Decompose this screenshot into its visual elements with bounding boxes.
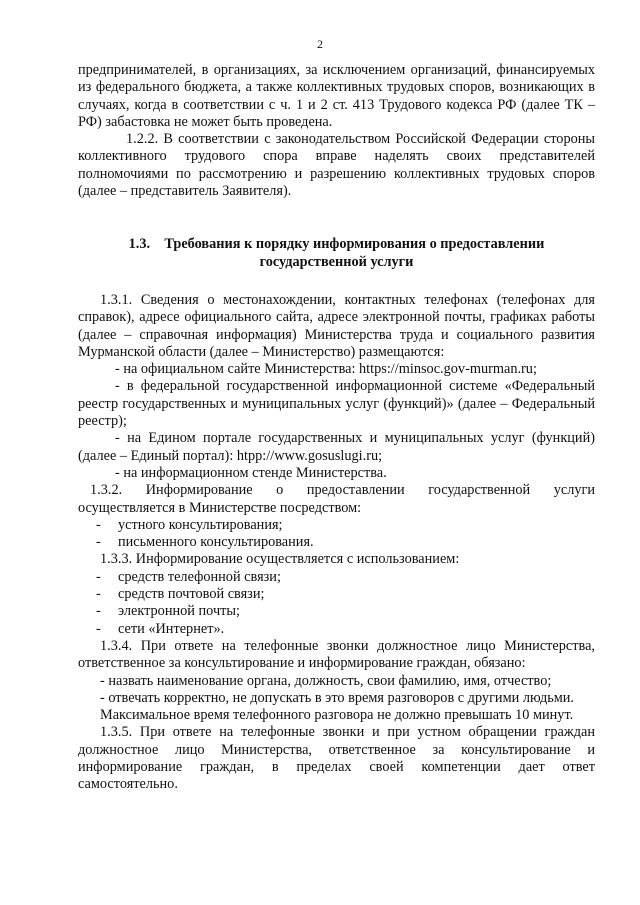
section-body	[78, 292, 595, 794]
list-dash: -	[96, 534, 101, 551]
list-item-phone: - средств телефонной связи;	[96, 568, 281, 585]
list-item-internet: - сети «Интернет».	[96, 620, 225, 637]
section-number: 1.3.	[128, 236, 151, 252]
list-dash: -	[96, 568, 101, 585]
paragraph-1-3-2: 1.3.2. Информирование о предоставлении государственной услуги осуществляется в Министерстве посредством:	[78, 482, 595, 516]
list-item-name-organ: - назвать наименование органа, должность, свои фамилию, имя, отчество;	[100, 672, 552, 689]
list-dash: -	[96, 516, 101, 533]
section-title: Требования к порядку информирования о предоставлении государственной услуги	[164, 236, 545, 270]
paragraph-max-time: Максимальное время телефонного разговора не должно превышать 10 минут.	[100, 707, 574, 724]
list-item-official-site: - на официальном сайте Министерства: https://minsoc.gov-murman.ru;	[115, 361, 537, 378]
intro-paragraph-2: 1.2.2. В соответствии с законодательством Российской Федерации стороны коллективного трудового спора вправе наделять своих представителей полномочиями по рассмотрению и разрешению коллективных трудовых споров (далее – представитель Заявителя).	[78, 131, 595, 200]
paragraph-1-3-3: 1.3.3. Информирование осуществляется с использованием:	[100, 551, 460, 568]
intro-paragraph-1: предпринимателей, в организациях, за исключением организаций, финансируемых из федерального бюджета, а также коллективных трудовых споров, возникающих в случаях, когда в соответствии с ч. 1 и 2 ст. 413 Трудового кодекса РФ (далее ТК – РФ) забастовка не может быть проведена.	[78, 62, 595, 130]
list-item-written: - письменного консультирования.	[96, 534, 314, 551]
section-heading	[78, 236, 595, 271]
intro-block	[78, 62, 595, 200]
list-item-answer-correctly: - отвечать корректно, не допускать в это время разговоров с другими людьми.	[100, 689, 575, 706]
list-item-info-stand: - на информационном стенде Министерства.	[115, 464, 387, 481]
list-item-federal-registry: - в федеральной государственной информационной системе «Федеральный реестр государственных и муниципальных услуг (функций)» (далее – Федеральный реестр);	[78, 378, 595, 430]
paragraph-1-3-4: 1.3.4. При ответе на телефонные звонки должностное лицо Министерства, ответственное за консультирование и информирование граждан, обязано:	[78, 637, 595, 672]
list-item-unified-portal: - на Едином портале государственных и муниципальных услуг (функций) (далее – Единый портал): htpp://www.gosuslugi.ru;	[78, 430, 595, 464]
paragraph-1-3-1: 1.3.1. Сведения о местонахождении, контактных телефонах (телефонах для справок), адресе официального сайта, адресе электронной почты, графиках работы (далее – справочная информация) Министерства труда и социального развития Мурманской области (далее – Министерство) размещаются:	[78, 292, 595, 360]
page-number: 2	[317, 37, 323, 51]
list-dash: -	[96, 603, 101, 620]
list-item-post: - средств почтовой связи;	[96, 586, 265, 603]
list-dash: -	[96, 620, 101, 637]
list-item-email: - электронной почты;	[96, 603, 240, 620]
paragraph-1-3-5: 1.3.5. При ответе на телефонные звонки и при устном обращении граждан должностное лицо Министерства, ответственное за консультирование и информирование граждан, в пределах своей компетенции дает ответ самостоятельно.	[78, 724, 595, 793]
list-item-oral: - устного консультирования;	[96, 516, 283, 533]
list-dash: -	[96, 586, 101, 603]
